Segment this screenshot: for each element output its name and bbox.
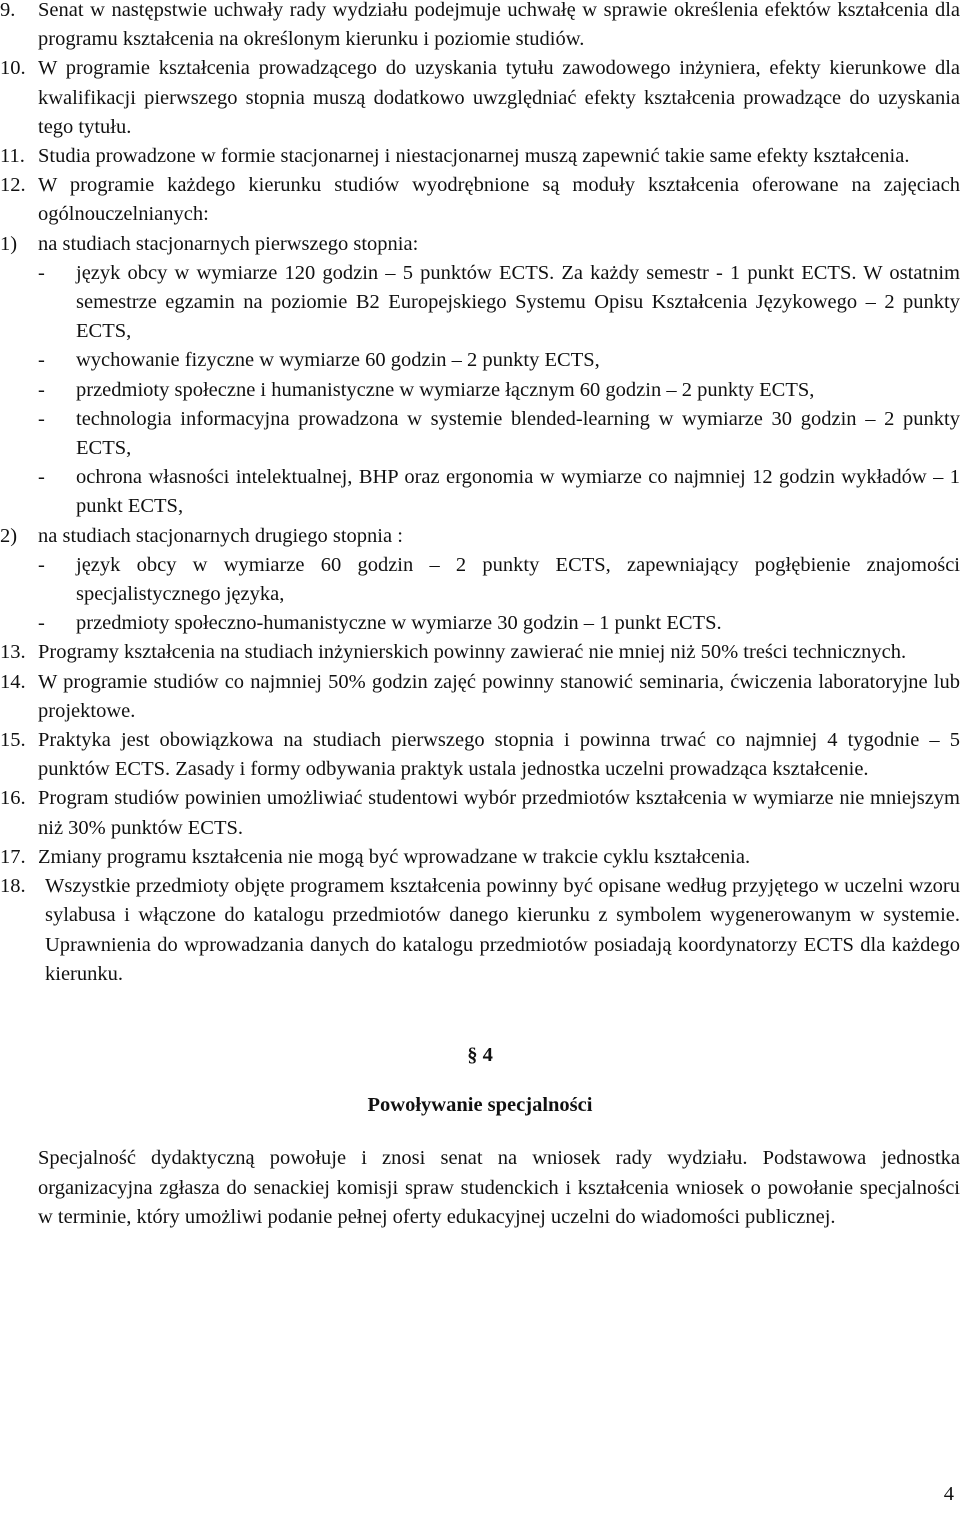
- list-item: [0, 171, 960, 229]
- dash-item: [0, 609, 960, 638]
- section-title: Powoływanie specjalności: [367, 1094, 593, 1117]
- sub-number: 1): [0, 232, 18, 255]
- item-number: 12.: [0, 174, 26, 197]
- dash-mark: -: [38, 378, 45, 401]
- dash-mark: -: [38, 612, 45, 635]
- list-item: [0, 668, 960, 726]
- item-text: W programie każdego kierunku studiów wyodrębnione są moduły kształcenia oferowane na zajęciach ogólnouczelnianych:: [38, 174, 960, 226]
- item-number: 11.: [0, 145, 25, 168]
- page-number: 4: [943, 1482, 954, 1505]
- sub-text: na studiach stacjonarnych pierwszego stopnia:: [38, 232, 419, 255]
- list-item: [0, 726, 960, 784]
- dash-text: język obcy w wymiarze 60 godzin – 2 punkty ECTS, zapewniający pogłębienie znajomości specjalistycznego języka,: [76, 553, 960, 606]
- item-text: Program studiów powinien umożliwiać studentowi wybór przedmiotów kształcenia w wymiarze nie mniejszym niż 30% punktów ECTS.: [38, 787, 960, 839]
- dash-mark: -: [38, 349, 45, 372]
- item-number: 10.: [0, 57, 26, 80]
- sublist-item: [0, 522, 960, 551]
- dash-text: przedmioty społeczne i humanistyczne w wymiarze łącznym 60 godzin – 2 punkty ECTS,: [76, 378, 815, 401]
- dash-item: [0, 346, 960, 375]
- dash-item: [0, 376, 960, 405]
- item-text: Senat w następstwie uchwały rady wydziału podejmuje uchwałę w sprawie określenia efektów kształcenia dla programu kształcenia na określonym kierunku i poziomie studiów.: [38, 0, 960, 51]
- dash-text: język obcy w wymiarze 120 godzin – 5 punktów ECTS. Za każdy semestr - 1 punkt ECTS. W ostatnim semestrze egzamin na poziomie B2 Europejskiego Systemu Opisu Kształcenia Językowego – 2 punkty ECTS,: [76, 261, 960, 343]
- item-number: 9.: [0, 0, 16, 21]
- list-item: [0, 638, 960, 667]
- dash-item: [0, 259, 960, 347]
- sub-number: 2): [0, 524, 18, 547]
- dash-item: [0, 463, 960, 521]
- item-text: Studia prowadzone w formie stacjonarnej i niestacjonarnej muszą zapewnić takie same efekty kształcenia.: [38, 145, 910, 168]
- item-number: 18.: [0, 875, 26, 898]
- item-text: Praktyka jest obowiązkowa na studiach pierwszego stopnia i powinna trwać co najmniej 4 tygodnie – 5 punktów ECTS. Zasady i formy odbywania praktyk ustala jednostka uczelni prowadząca kształcenie.: [38, 729, 960, 781]
- dash-mark: -: [38, 261, 45, 284]
- item-text: W programie kształcenia prowadzącego do uzyskania tytułu zawodowego inżyniera, efekty kierunkowe dla kwalifikacji pierwszego stopnia muszą dodatkowo uwzględniać efekty kształcenia prowadzące do uzyskania tego tytułu.: [38, 57, 960, 138]
- dash-mark: -: [38, 407, 45, 430]
- section-paragraph: Specjalność dydaktyczną powołuje i znosi senat na wniosek rady wydziału. Podstawowa jednostka organizacyjna zgłasza do senackiej komisji spraw studenckich i kształcenia wniosek o powołanie specjalności w terminie, który umożliwi podanie pełnej oferty edukacyjnej uczelni do wiadomości publicznej.: [38, 1147, 960, 1228]
- item-number: 17.: [0, 845, 26, 868]
- item-number: 13.: [0, 641, 26, 664]
- list-item: [0, 0, 960, 54]
- item-text: Wszystkie przedmioty objęte programem kształcenia powinny być opisane według przyjętego w uczelni wzoru sylabusa i włączone do katalogu przedmiotów danego kierunku z symbolem wygenerowanym w systemie. Uprawnienia do wprowadzania danych do katalogu przedmiotów posiadają koordynatorzy ECTS dla każdego kierunku.: [45, 875, 960, 985]
- list-item: [0, 872, 960, 989]
- list-item: [0, 843, 960, 872]
- section-symbol: § 4: [467, 1043, 493, 1066]
- list-item: [0, 54, 960, 142]
- dash-item: [0, 551, 960, 609]
- sub-text: na studiach stacjonarnych drugiego stopnia :: [38, 524, 403, 547]
- item-text: W programie studiów co najmniej 50% godzin zajęć powinny stanowić seminaria, ćwiczenia laboratoryjne lub projektowe.: [38, 670, 960, 722]
- dash-text: wychowanie fizyczne w wymiarze 60 godzin – 2 punkty ECTS,: [76, 349, 600, 372]
- item-number: 14.: [0, 670, 26, 693]
- dash-text: przedmioty społeczno-humanistyczne w wymiarze 30 godzin – 1 punkt ECTS.: [76, 612, 722, 635]
- dash-text: technologia informacyjna prowadzona w systemie blended-learning w wymiarze 30 godzin – 2 punkty ECTS,: [76, 407, 960, 460]
- sublist-item: [0, 230, 960, 259]
- dash-text: ochrona własności intelektualnej, BHP oraz ergonomia w wymiarze co najmniej 12 godzin wykładów – 1 punkt ECTS,: [76, 466, 960, 518]
- item-text: Zmiany programu kształcenia nie mogą być wprowadzane w trakcie cyklu kształcenia.: [38, 845, 751, 868]
- item-number: 16.: [0, 787, 26, 810]
- list-item: [0, 784, 960, 842]
- list-item: [0, 142, 960, 171]
- dash-mark: -: [38, 553, 45, 576]
- item-text: Programy kształcenia na studiach inżynierskich powinny zawierać nie mniej niż 50% treści technicznych.: [38, 641, 907, 664]
- dash-mark: -: [38, 466, 45, 489]
- item-number: 15.: [0, 729, 26, 752]
- dash-item: [0, 405, 960, 463]
